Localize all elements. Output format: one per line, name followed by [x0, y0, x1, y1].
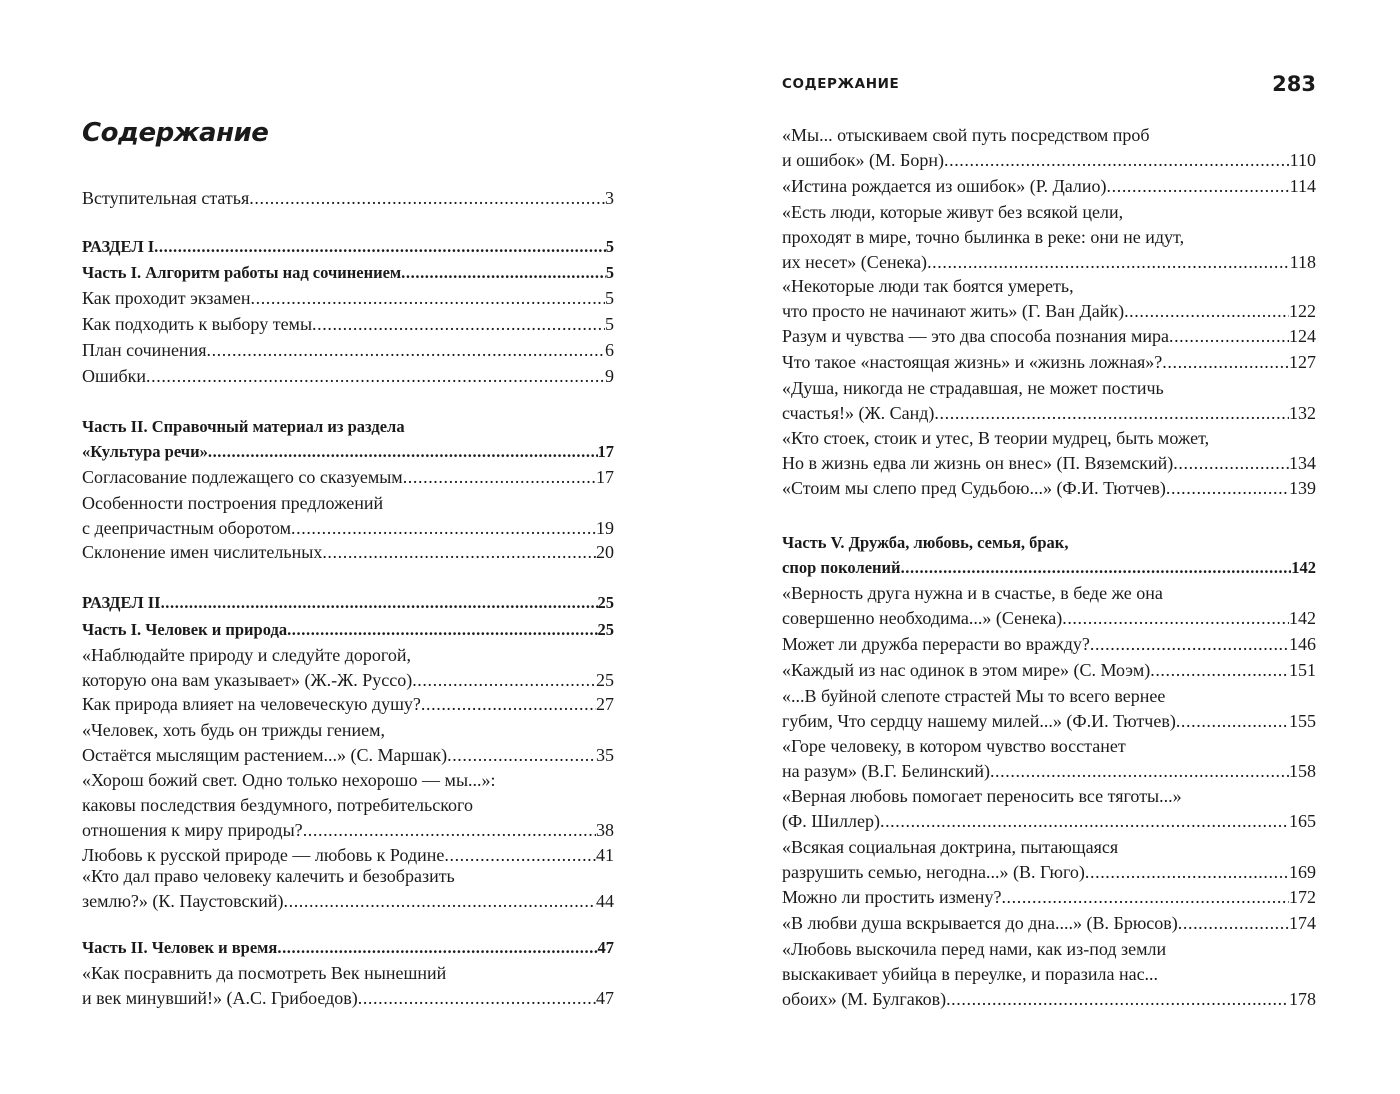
toc-entry: [82, 617, 614, 642]
dot-leader: [277, 935, 597, 960]
dot-leader: [287, 617, 597, 642]
toc-page-number: 47: [597, 938, 614, 957]
toc-entry-text: «Стоим мы слепо пред Судьбою...» (Ф.И. Тютчев): [782, 478, 1166, 498]
dot-leader: [206, 338, 605, 363]
toc-entry-line: «Верная любовь помогает переносить все тяготы...»: [782, 786, 1182, 806]
dot-leader: [1085, 860, 1289, 885]
toc-page-number: 151: [1289, 660, 1316, 680]
toc-entry-text: и век минувший!» (А.С. Грибоедов): [82, 988, 358, 1009]
toc-page-number: 41: [596, 845, 614, 865]
toc-entry-lastline: [782, 451, 1316, 476]
toc-entry-lastline: [82, 338, 614, 363]
toc-entry-line: «Кто стоек, стоик и утес, В теории мудрец, быть может,: [782, 428, 1210, 448]
toc-entry-text: Часть II. Человек и время: [82, 938, 278, 957]
toc-entry-text: их несет» (Сенека): [782, 252, 928, 273]
toc-entry: [782, 530, 1316, 580]
toc-entry-line: проходят в мире, точно былинка в реке: они не идут,: [782, 227, 1185, 248]
toc-page-number: 110: [1289, 150, 1316, 171]
dot-leader: [1001, 885, 1289, 910]
toc-entry-text: Любовь к русской природе — любовь к Родине: [82, 845, 445, 865]
toc-entry: [782, 476, 1316, 501]
toc-entry-lastline: [82, 439, 614, 464]
toc-entry: [782, 885, 1316, 910]
dot-leader: [401, 260, 606, 285]
toc-page-number: 6: [605, 340, 614, 360]
dot-leader: [322, 540, 596, 565]
toc-entry-lastline: [82, 540, 614, 565]
toc-entry-text: спор поколений: [782, 558, 901, 578]
toc-entry-lastline: [82, 935, 614, 960]
toc-page-number: 5: [605, 288, 614, 308]
toc-page-number: 118: [1289, 252, 1316, 273]
toc-entry: [82, 540, 614, 565]
dot-leader: [934, 401, 1289, 426]
toc-entry-lastline: [782, 401, 1316, 426]
toc-entry-text: Вступительная статья: [82, 188, 250, 208]
toc-entry: [82, 961, 614, 1011]
toc-page-number: 172: [1289, 887, 1316, 907]
toc-entry: [782, 911, 1316, 936]
toc-page-number: 178: [1289, 989, 1316, 1010]
toc-entry-text: Как подходить к выбору темы: [82, 314, 313, 334]
dot-leader: [303, 818, 596, 843]
dot-leader: [946, 987, 1289, 1012]
toc-entry: [782, 350, 1316, 375]
toc-page-number: 5: [605, 263, 614, 282]
toc-entry-text: совершенно необходима...» (Сенека): [782, 608, 1063, 629]
toc-page-number: 127: [1289, 352, 1316, 372]
toc-entry-text: (Ф. Шиллер): [782, 811, 880, 832]
toc-entry-line: «Наблюдайте природу и следуйте дорогой,: [82, 645, 411, 665]
toc-entry: [782, 835, 1316, 885]
toc-entry-text: Согласование подлежащего со сказуемым: [82, 467, 403, 487]
toc-entry-lastline: [782, 709, 1316, 734]
toc-entry-line: «Любовь выскочила перед нами, как из-под земли: [782, 939, 1167, 959]
toc-page-number: 47: [596, 988, 614, 1009]
toc-entry-lastline: [82, 617, 614, 642]
toc-entry-text: и ошибок» (М. Борн): [782, 150, 944, 171]
toc-entry-lastline: [82, 465, 614, 490]
toc-page-number: 25: [597, 620, 614, 639]
dot-leader: [1162, 350, 1289, 375]
toc-page-number: 38: [596, 820, 614, 841]
toc-entry-text: которую она вам указывает» (Ж.-Ж. Руссо): [82, 670, 413, 691]
toc-page-number: 19: [596, 518, 614, 539]
toc-entry-lastline: [782, 476, 1316, 501]
toc-entry-text: Что такое «настоящая жизнь» и «жизнь ложная»?: [782, 352, 1163, 372]
dot-leader: [1169, 324, 1289, 349]
toc-page-number: 27: [596, 694, 614, 714]
toc-entry-lastline: [782, 555, 1316, 580]
toc-page-number: 146: [1289, 634, 1316, 654]
toc-entry-lastline: [782, 860, 1316, 885]
toc-entry-text: «Культура речи»: [82, 442, 208, 462]
toc-entry: [782, 376, 1316, 426]
toc-entry: [82, 768, 614, 844]
toc-entry-text: Часть I. Человек и природа: [82, 620, 288, 639]
dot-leader: [1178, 911, 1289, 936]
toc-entry-text: Как проходит экзамен: [82, 288, 251, 308]
dot-leader: [358, 986, 596, 1011]
toc-page-number: 158: [1289, 761, 1316, 782]
toc-entry-lastline: [782, 299, 1316, 324]
toc-entry-lastline: [782, 658, 1316, 683]
toc-entry-lastline: [782, 350, 1316, 375]
toc-entry: [82, 414, 614, 464]
toc-entry: [782, 426, 1316, 476]
dot-leader: [1176, 709, 1289, 734]
toc-entry-text: Но в жизнь едва ли жизнь он внес» (П. Вяземский): [782, 453, 1174, 474]
toc-entry: [82, 312, 614, 337]
toc-entry-text: Разум и чувства — это два способа познания мира: [782, 326, 1169, 346]
toc-entry-text: счастья!» (Ж. Санд): [782, 403, 935, 424]
toc-entry: [782, 632, 1316, 657]
toc-page-number: 142: [1291, 558, 1316, 578]
toc-entry-line: «Всякая социальная доктрина, пытающаяся: [782, 837, 1119, 857]
toc-entry-line: каковы последствия бездумного, потребительского: [82, 795, 473, 816]
toc-entry-lastline: [782, 174, 1316, 199]
toc-entry-lastline: [82, 590, 614, 615]
toc-entry-text: на разум» (В.Г. Белинский): [782, 761, 990, 782]
toc-entry: [782, 684, 1316, 734]
toc-title: Содержание: [82, 118, 269, 148]
dot-leader: [944, 148, 1290, 173]
toc-entry: [782, 784, 1316, 834]
toc-page-number: 165: [1289, 811, 1316, 832]
toc-entry-text: Часть I. Алгоритм работы над сочинением: [82, 263, 402, 282]
toc-entry-lastline: [782, 759, 1316, 784]
toc-entry-text: Склонение имен числительных: [82, 542, 323, 562]
toc-entry-text: Ошибки: [82, 366, 147, 386]
dot-leader: [208, 439, 598, 464]
toc-entry-lastline: [782, 632, 1316, 657]
toc-entry-lastline: [82, 668, 614, 693]
toc-entry: [82, 864, 614, 914]
toc-entry-text: План сочинения: [82, 340, 207, 360]
toc-entry-lastline: [782, 324, 1316, 349]
dot-leader: [403, 465, 596, 490]
toc-entry: [82, 364, 614, 389]
toc-entry: [82, 260, 614, 285]
toc-entry-lastline: [82, 818, 614, 843]
toc-entry: [782, 274, 1316, 324]
toc-page-number: 20: [596, 542, 614, 562]
toc-entry-text: Как природа влияет на человеческую душу?: [82, 694, 421, 714]
toc-entry: [82, 643, 614, 693]
toc-entry-lastline: [782, 987, 1316, 1012]
dot-leader: [161, 590, 598, 615]
toc-entry: [82, 491, 614, 541]
toc-page-number: 134: [1289, 453, 1316, 474]
toc-entry-lastline: [782, 809, 1316, 834]
toc-entry-text: Остаётся мыслящим растением...» (С. Маршак): [82, 745, 448, 766]
toc-entry-line: «Мы... отыскиваем свой путь посредством проб: [782, 125, 1150, 145]
toc-page-number: 25: [596, 670, 614, 691]
dot-leader: [154, 234, 606, 259]
toc-entry-line: «Некоторые люди так боятся умереть,: [782, 276, 1074, 296]
toc-entry-line: «...В буйной слепоте страстей Мы то всего вернее: [782, 686, 1166, 706]
toc-entry: [82, 718, 614, 768]
toc-entry: [782, 174, 1316, 199]
toc-entry: [82, 234, 614, 259]
dot-leader: [1062, 606, 1289, 631]
dot-leader: [412, 668, 596, 693]
toc-entry-text: Может ли дружба перерасти во вражду?: [782, 634, 1090, 654]
dot-leader: [1107, 174, 1290, 199]
toc-page-number: 17: [596, 467, 614, 487]
toc-page-number: 5: [605, 314, 614, 334]
toc-entry: [82, 465, 614, 490]
toc-entry-lastline: [82, 743, 614, 768]
toc-entry-line: «Хорош божий свет. Одно только нехорошо — мы...»:: [82, 770, 496, 790]
toc-entry-line: «Человек, хоть будь он трижды гением,: [82, 720, 385, 740]
toc-page-number: 9: [605, 366, 614, 386]
toc-entry-lastline: [82, 692, 614, 717]
toc-entry-lastline: [782, 250, 1316, 275]
toc-entry: [782, 581, 1316, 631]
toc-page-number: 139: [1289, 478, 1316, 498]
toc-entry-lastline: [82, 260, 614, 285]
dot-leader: [1090, 632, 1289, 657]
toc-page-number: 142: [1289, 608, 1316, 629]
toc-entry-text: РАЗДЕЛ II: [82, 593, 161, 612]
dot-leader: [284, 889, 597, 914]
toc-entry-line: Часть V. Дружба, любовь, семья, брак,: [782, 533, 1069, 552]
toc-entry: [82, 338, 614, 363]
toc-entry-line: выскакивает убийца в переулке, и поразила нас...: [782, 964, 1159, 985]
toc-entry-text: разрушить семью, негодна...» (В. Гюго): [782, 862, 1085, 883]
toc-entry-lastline: [82, 234, 614, 259]
toc-page-number: 35: [596, 745, 614, 766]
toc-page-number: 169: [1289, 862, 1316, 883]
dot-leader: [1150, 658, 1289, 683]
toc-entry: [82, 692, 614, 717]
toc-entry-text: «Истина рождается из ошибок» (Р. Далио): [782, 176, 1107, 196]
toc-entry: [782, 937, 1316, 1013]
toc-entry-line: «Как посравнить да посмотреть Век нынешний: [82, 963, 447, 983]
running-head: СОДЕРЖАНИЕ: [782, 76, 900, 92]
toc-entry-lastline: [82, 312, 614, 337]
toc-entry-line: «Верность друга нужна и в счастье, в беде же она: [782, 583, 1163, 603]
toc-entry-lastline: [82, 364, 614, 389]
toc-page-number: 132: [1289, 403, 1316, 424]
page-number: 283: [1272, 72, 1316, 96]
toc-page-number: 3: [605, 188, 614, 208]
toc-page-number: 155: [1289, 711, 1316, 732]
toc-entry-lastline: [82, 986, 614, 1011]
toc-page-number: 122: [1289, 301, 1316, 322]
toc-entry: [782, 658, 1316, 683]
toc-entry-lastline: [782, 148, 1316, 173]
toc-entry: [782, 734, 1316, 784]
toc-entry-line: Особенности построения предложений: [82, 493, 384, 513]
toc-entry-text: обоих» (М. Булгаков): [782, 989, 947, 1010]
toc-entry-lastline: [82, 286, 614, 311]
toc-entry-lastline: [782, 606, 1316, 631]
toc-entry-lastline: [82, 186, 614, 211]
toc-page-number: 124: [1289, 326, 1316, 346]
dot-leader: [146, 364, 605, 389]
dot-leader: [880, 809, 1289, 834]
toc-page-number: 17: [597, 442, 614, 462]
dot-leader: [312, 312, 605, 337]
toc-entry-line: «Душа, никогда не страдавшая, не может постичь: [782, 378, 1164, 398]
toc-entry-text: что просто не начинают жить» (Г. Ван Дайк): [782, 301, 1125, 322]
toc-entry-lastline: [782, 911, 1316, 936]
dot-leader: [447, 743, 596, 768]
toc-entry-line: Часть II. Справочный материал из раздела: [82, 417, 405, 436]
dot-leader: [990, 759, 1289, 784]
dot-leader: [291, 516, 596, 541]
dot-leader: [421, 692, 596, 717]
dot-leader: [1124, 299, 1289, 324]
toc-entry-text: губим, Что сердцу нашему милей...» (Ф.И. Тютчев): [782, 711, 1176, 732]
toc-entry-text: «Каждый из нас одинок в этом мире» (С. Моэм): [782, 660, 1151, 680]
toc-entry: [82, 590, 614, 615]
toc-entry-line: «Есть люди, которые живут без всякой цели,: [782, 202, 1124, 222]
toc-page-number: 44: [596, 891, 614, 912]
toc-entry: [782, 123, 1316, 173]
toc-entry-line: «Кто дал право человеку калечить и безобразить: [82, 866, 455, 886]
toc-page-number: 5: [605, 237, 614, 256]
toc-entry: [782, 324, 1316, 349]
toc-page-number: 174: [1289, 913, 1316, 933]
toc-entry: [782, 200, 1316, 276]
toc-entry-line: «Горе человеку, в котором чувство восстанет: [782, 736, 1126, 756]
toc-entry: [82, 186, 614, 211]
dot-leader: [901, 555, 1292, 580]
toc-entry-lastline: [82, 889, 614, 914]
dot-leader: [251, 286, 606, 311]
dot-leader: [927, 250, 1290, 275]
toc-entry-text: «В любви душа вскрывается до дна....» (В. Брюсов): [782, 913, 1178, 933]
toc-entry-lastline: [782, 885, 1316, 910]
toc-entry: [82, 286, 614, 311]
toc-page-number: 25: [597, 593, 614, 612]
toc-entry-text: отношения к миру природы?: [82, 820, 303, 841]
toc-page-number: 114: [1289, 176, 1316, 196]
dot-leader: [1166, 476, 1289, 501]
toc-entry: [82, 935, 614, 960]
toc-entry-text: РАЗДЕЛ I: [82, 237, 155, 256]
toc-entry-text: Можно ли простить измену?: [782, 887, 1002, 907]
toc-entry-lastline: [82, 516, 614, 541]
dot-leader: [249, 186, 605, 211]
toc-entry-text: с деепричастным оборотом: [82, 518, 292, 539]
dot-leader: [1173, 451, 1289, 476]
toc-entry-text: землю?» (К. Паустовский): [82, 891, 284, 912]
